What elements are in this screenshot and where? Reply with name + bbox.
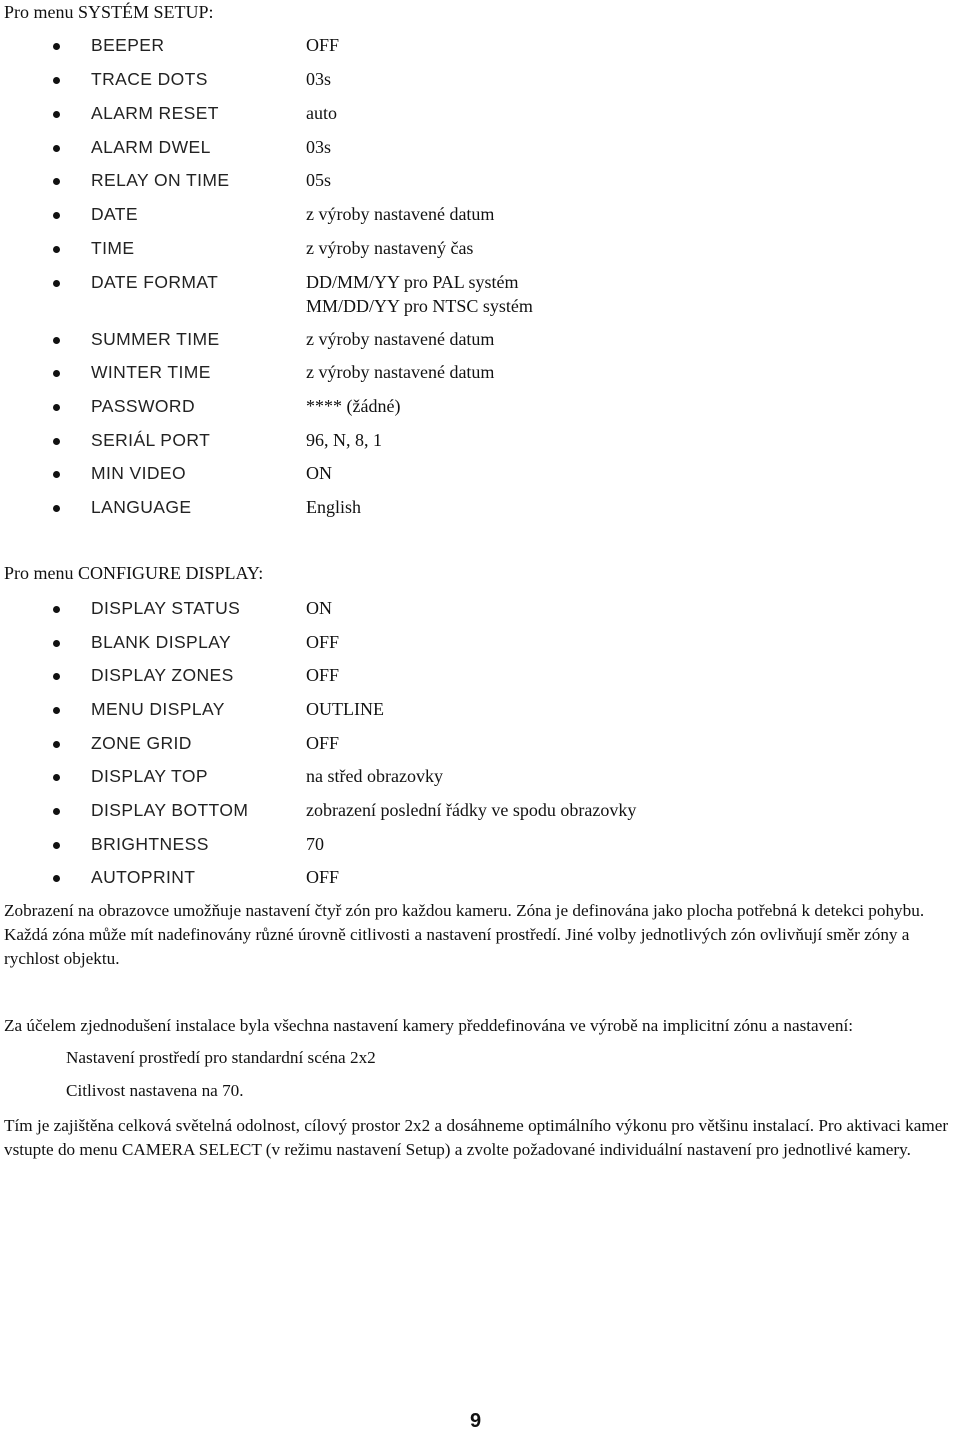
defaults-intro-paragraph: Za účelem zjednodušení instalace byla všechna nastavení kamery předdefinována ve výrobě na implicitní zónu a nastavení: (4, 1016, 854, 1035)
item-label: ALARM RESET (91, 103, 219, 123)
list-item (0, 596, 940, 626)
list-item (0, 697, 940, 727)
item-label: MIN VIDEO (91, 463, 186, 483)
list-item (0, 270, 940, 316)
item-label: DATE FORMAT (91, 272, 219, 292)
item-label: SERIÁL PORT (91, 430, 211, 450)
list-item (0, 394, 940, 424)
item-label: LANGUAGE (91, 497, 192, 517)
item-label: AUTOPRINT (91, 867, 196, 887)
system-setup-heading: Pro menu SYSTÉM SETUP: (4, 2, 214, 22)
bullet-icon (53, 280, 60, 287)
configure-display-heading: Pro menu CONFIGURE DISPLAY: (4, 563, 264, 583)
bullet-icon (53, 606, 60, 613)
item-value: 03s (306, 137, 332, 157)
item-value: 96, N, 8, 1 (306, 430, 382, 450)
item-value: z výroby nastavené datum (306, 362, 495, 382)
zones-paragraph: Zobrazení na obrazovce umožňuje nastavení čtyř zón pro každou kameru. Zóna je definována jako plocha potřebná k detekci pohybu. Každá zóna může mít nadefinovány různé úrovně citlivosti a nastavení prostředí. Jiné volby jednotlivých zón ovlivňují směr zóny a rychlost objektu. (4, 901, 925, 968)
list-item (0, 67, 940, 97)
list-item (0, 731, 940, 761)
item-value: 05s (306, 170, 332, 190)
bullet-icon (53, 875, 60, 882)
bullet-icon (53, 438, 60, 445)
item-label: WINTER TIME (91, 362, 211, 382)
list-item (0, 428, 940, 458)
bullet-icon (53, 741, 60, 748)
item-value: ON (306, 463, 332, 483)
bullet-icon (53, 145, 60, 152)
item-value: OFF (306, 867, 340, 887)
item-value: zobrazení poslední řádky ve spodu obrazovky (306, 800, 637, 820)
item-label: DATE (91, 204, 138, 224)
item-value: DD/MM/YY pro PAL systém MM/DD/YY pro NTSC systém (306, 272, 533, 316)
item-value: z výroby nastavené datum (306, 329, 495, 349)
bullet-icon (53, 337, 60, 344)
item-label: TRACE DOTS (91, 69, 208, 89)
list-item (0, 101, 940, 131)
item-value: 70 (306, 834, 324, 854)
list-item (0, 360, 940, 390)
item-label: DISPLAY STATUS (91, 598, 241, 618)
list-item (0, 461, 940, 491)
page-number: 9 (470, 1410, 482, 1432)
list-item (0, 202, 940, 232)
bullet-icon (53, 404, 60, 411)
list-item (0, 663, 940, 693)
bullet-icon (53, 774, 60, 781)
item-value: ON (306, 598, 332, 618)
item-value: **** (žádné) (306, 396, 401, 416)
default-sensitivity-line: Citlivost nastavena na 70. (66, 1081, 244, 1100)
item-value: 03s (306, 69, 332, 89)
item-value: auto (306, 103, 337, 123)
bullet-icon (53, 808, 60, 815)
item-value: OFF (306, 733, 340, 753)
item-value: OFF (306, 35, 340, 55)
item-label: DISPLAY TOP (91, 766, 208, 786)
default-scene-line: Nastavení prostředí pro standardní scéna 2x2 (66, 1048, 376, 1067)
bullet-icon (53, 673, 60, 680)
item-label: ALARM DWEL (91, 137, 211, 157)
list-item (0, 630, 940, 660)
item-label: DISPLAY BOTTOM (91, 800, 249, 820)
list-item (0, 236, 940, 266)
list-item (0, 33, 940, 63)
list-item (0, 168, 940, 198)
bullet-icon (53, 43, 60, 50)
item-label: SUMMER TIME (91, 329, 220, 349)
list-item (0, 832, 940, 862)
item-label: TIME (91, 238, 135, 258)
summary-paragraph: Tím je zajištěna celková světelná odolnost, cílový prostor 2x2 a dosáhneme optimálního výkonu pro většinu instalací. Pro aktivaci kamer vstupte do menu CAMERA SELECT (v režimu nastavení Setup) a zvolte požadované individuální nastavení pro jednotlivé kamery. (4, 1116, 949, 1159)
list-item (0, 865, 940, 895)
list-item (0, 135, 940, 165)
list-item (0, 798, 940, 828)
item-label: DISPLAY ZONES (91, 665, 234, 685)
item-label: BLANK DISPLAY (91, 632, 232, 652)
item-label: MENU DISPLAY (91, 699, 225, 719)
item-label: BRIGHTNESS (91, 834, 209, 854)
item-label: BEEPER (91, 35, 165, 55)
item-value: z výroby nastavené datum (306, 204, 495, 224)
item-value: OFF (306, 632, 340, 652)
list-item (0, 495, 940, 525)
item-label: ZONE GRID (91, 733, 192, 753)
bullet-icon (53, 842, 60, 849)
item-value: OUTLINE (306, 699, 384, 719)
item-value: English (306, 497, 362, 517)
bullet-icon (53, 370, 60, 377)
bullet-icon (53, 707, 60, 714)
item-value: z výroby nastavený čas (306, 238, 474, 258)
list-item (0, 764, 940, 794)
bullet-icon (53, 77, 60, 84)
item-label: PASSWORD (91, 396, 195, 416)
bullet-icon (53, 471, 60, 478)
bullet-icon (53, 178, 60, 185)
bullet-icon (53, 246, 60, 253)
bullet-icon (53, 640, 60, 647)
list-item (0, 327, 940, 357)
bullet-icon (53, 212, 60, 219)
bullet-icon (53, 505, 60, 512)
item-label: RELAY ON TIME (91, 170, 230, 190)
item-value: na střed obrazovky (306, 766, 443, 786)
bullet-icon (53, 111, 60, 118)
item-value: OFF (306, 665, 340, 685)
